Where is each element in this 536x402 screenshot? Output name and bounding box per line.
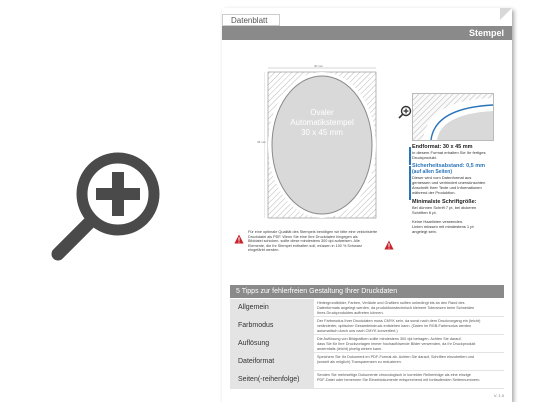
end-format-text: In diesem Format erhalten Sie Ihr fertiges bbox=[412, 150, 486, 155]
tip-row bbox=[230, 299, 504, 317]
corner-detail-graphic bbox=[413, 94, 493, 140]
tip-text bbox=[317, 317, 504, 334]
tip-text bbox=[317, 335, 504, 352]
warning-line: Druckdatei als PDF. Wenn Sie eine Ihre Druckdaten hingegen als bbox=[248, 234, 358, 239]
font-size-text: Bei dünnen Schrift 7 pt, bei dickeren bbox=[412, 205, 477, 210]
warning-line: Für eine optimale Qualität des Stempels benötigen wir bitte eine vektorisierte bbox=[248, 230, 378, 234]
tips-heading: 5 Tipps zur fehlerfreien Gestaltung Ihrer Druckdaten bbox=[230, 285, 504, 298]
tip-line: PDF-Datei oder benennen Sie Einzeldokumente entsprechend mit fortlaufenden Seitennummern. bbox=[317, 377, 481, 382]
line-text: Linien müssen mit mindestens 1 pt bbox=[412, 224, 474, 229]
tip-label: Dateiformat bbox=[230, 353, 314, 370]
warning-icon bbox=[234, 234, 244, 244]
datasheet-tab: Datenblatt bbox=[222, 14, 280, 26]
warning-line: eingefärbt werden. bbox=[248, 248, 280, 253]
spec-column bbox=[412, 93, 504, 234]
font-size-heading: Minimalste Schriftgröße: bbox=[412, 199, 477, 205]
warning-line: Bilddatei schicken, sollte diese mindestens 300 dpi aufweisen. Alle bbox=[248, 239, 360, 244]
tip-line: Senden Sie mehrseitige Dokumente chronologisch in korrekter Reihenfolge als eine einzige bbox=[317, 373, 471, 377]
tip-text bbox=[317, 299, 504, 316]
safety-heading: Sicherheitsabstand: 0,5 mm bbox=[412, 163, 486, 169]
tip-row bbox=[230, 317, 504, 335]
safety-text: während der Produktion. bbox=[412, 190, 456, 195]
tip-line: (soweit als möglich) Transparenzen zu reduzieren. bbox=[317, 359, 402, 364]
corner-detail-view bbox=[412, 93, 494, 141]
safety-subheading: (auf allen Seiten) bbox=[412, 169, 453, 175]
tip-label: Auflösung bbox=[230, 335, 314, 352]
print-warning bbox=[234, 230, 396, 266]
datasheet-page[interactable] bbox=[222, 8, 512, 402]
tip-label: Seiten(-reihenfolge) bbox=[230, 371, 314, 388]
tip-label: Farbmodus bbox=[230, 317, 314, 334]
width-dimension: 30 mm bbox=[314, 64, 324, 68]
font-size-text: Schriften 6 pt. bbox=[412, 210, 437, 215]
tip-text bbox=[317, 371, 504, 388]
tip-line: andernfalls (leicht) pixelig wirken kann. bbox=[317, 346, 383, 351]
tip-line: dass Sie für Ihre Druckvorlagen immer hochauflösende Bilder verwenden, da Ihr Druckprodukt bbox=[317, 341, 476, 346]
warning-icon bbox=[384, 240, 394, 250]
tips-table bbox=[230, 299, 504, 389]
stamp-drawing bbox=[264, 66, 380, 222]
tip-row bbox=[230, 335, 504, 353]
line-text: angelegt sein. bbox=[412, 229, 437, 234]
tip-line: automatisch durch uns nach CMYK konvertiert.) bbox=[317, 328, 398, 333]
tip-line: Datenformats angelegt werden, da produktionstechnisch kleinere Toleranzen beim Schneiden bbox=[317, 305, 475, 310]
page-title: Stempel bbox=[222, 26, 512, 40]
stamp-line: 30 x 45 mm bbox=[301, 128, 343, 137]
safety-block bbox=[412, 163, 504, 195]
safety-text: Anschnitt Ihrer Texte und Informationen bbox=[412, 185, 482, 190]
warning-line: Elemente, die Ihr Stempel enthalten soll, müssen in 100 % Schwarz bbox=[248, 243, 362, 248]
safety-text: gemessen und verhindert unerwünschten bbox=[412, 180, 486, 185]
stamp-label bbox=[264, 108, 380, 138]
end-format-text: Druckprodukt. bbox=[412, 155, 437, 160]
tip-line: Speichern Sie Ihr Dokument im PDF-Format ab. Achten Sie darauf, Schriften einzubetten und bbox=[317, 355, 475, 359]
tip-line: Die Auflösung von Bildgrafiken sollte mindestens 300 dpi betragen. Achten Sie darauf, bbox=[317, 337, 462, 341]
tip-line: Der Farbmodus Ihrer Druckdaten muss CMYK sein, da sonst nach dem Druckvorgang ein (leicht) bbox=[317, 319, 481, 323]
end-format-heading: Endformat: 30 x 45 mm bbox=[412, 144, 473, 150]
tip-label: Allgemein bbox=[230, 299, 314, 316]
stamp-line: Ovaler bbox=[310, 108, 334, 117]
magnifier-plus-icon[interactable] bbox=[44, 148, 164, 268]
tip-line: Hintergrundbilder, Farben, Verläufe und Grafiken sollten unbedingt bis an den Rand des bbox=[317, 301, 465, 305]
tip-row bbox=[230, 371, 504, 389]
height-dimension: 45 mm bbox=[257, 140, 267, 144]
detail-magnifier-icon[interactable] bbox=[398, 105, 412, 119]
warning-text bbox=[248, 230, 380, 253]
page-fold bbox=[500, 8, 512, 20]
end-format-block bbox=[412, 144, 504, 160]
line-text: Keine Haarlinien verwenden. bbox=[412, 219, 464, 224]
tip-line: Ihres Druckproduktes auftreten können. bbox=[317, 310, 384, 315]
safety-text: Dieser wird vom Datenformat aus bbox=[412, 175, 472, 180]
accent-bar bbox=[409, 147, 411, 165]
version-label: V. 1.0 bbox=[493, 393, 504, 398]
tip-text bbox=[317, 353, 504, 370]
accent-bar bbox=[409, 166, 411, 200]
stamp-line: Automatikstempel bbox=[290, 118, 354, 127]
tip-row bbox=[230, 353, 504, 371]
tip-line: veränderter, optischer Gesamteindruck entstehen kann. (Daten im RGB-Farbmodus werden bbox=[317, 323, 472, 328]
